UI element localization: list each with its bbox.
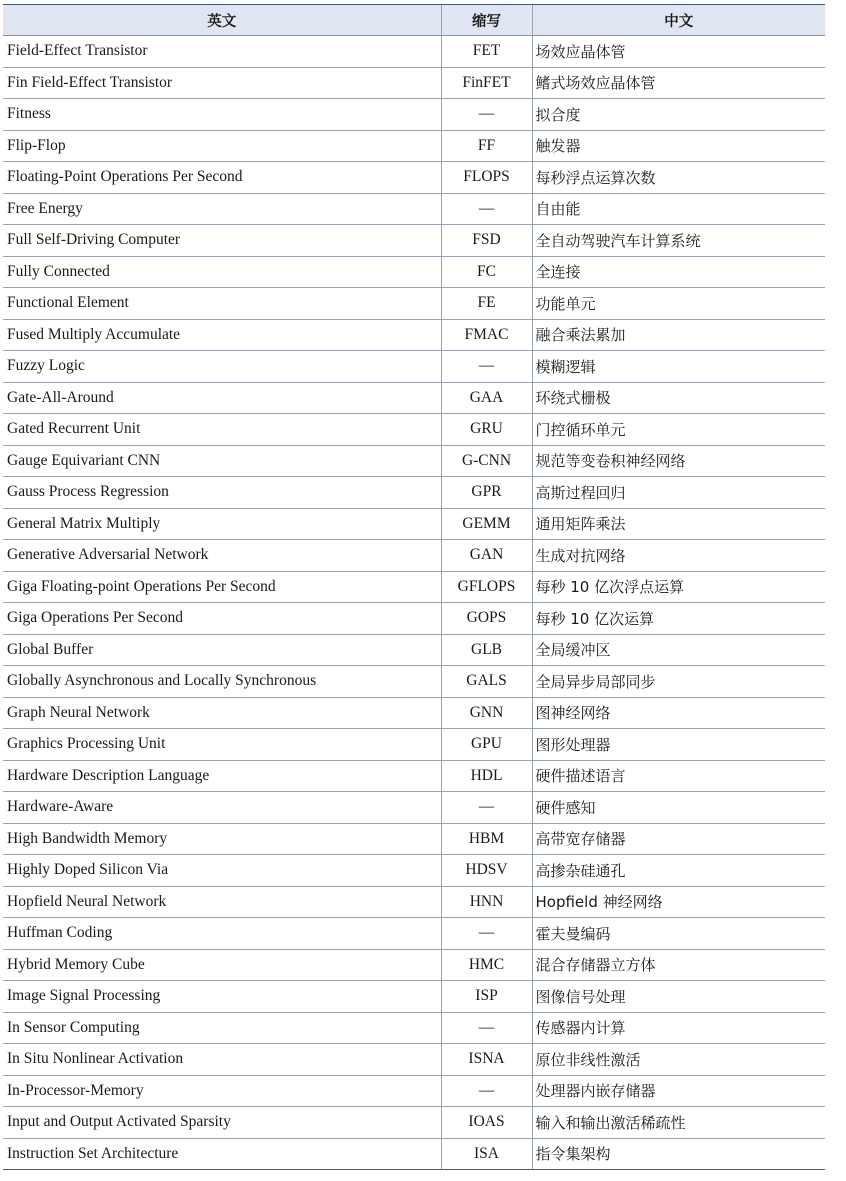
table-row xyxy=(3,319,825,351)
table-row xyxy=(3,256,825,288)
term-english: Flip-Flop xyxy=(3,130,441,162)
term-english: In Sensor Computing xyxy=(3,1012,441,1044)
term-english: Hardware Description Language xyxy=(3,760,441,792)
term-abbr: GPU xyxy=(441,729,532,761)
table-row xyxy=(3,855,825,887)
term-chinese: 每秒浮点运算次数 xyxy=(532,162,825,194)
term-chinese: 混合存储器立方体 xyxy=(532,949,825,981)
term-english: Fin Field-Effect Transistor xyxy=(3,67,441,99)
term-chinese: 全连接 xyxy=(532,256,825,288)
term-abbr: GALS xyxy=(441,666,532,698)
term-english: Fitness xyxy=(3,99,441,131)
term-english: In Situ Nonlinear Activation xyxy=(3,1044,441,1076)
term-abbr: FC xyxy=(441,256,532,288)
table-row xyxy=(3,1075,825,1107)
table-row xyxy=(3,414,825,446)
term-abbr: FinFET xyxy=(441,67,532,99)
term-english: Highly Doped Silicon Via xyxy=(3,855,441,887)
table-row xyxy=(3,99,825,131)
table-row xyxy=(3,603,825,635)
term-abbr: GRU xyxy=(441,414,532,446)
term-abbr: FF xyxy=(441,130,532,162)
term-chinese: 触发器 xyxy=(532,130,825,162)
term-abbr: G-CNN xyxy=(441,445,532,477)
term-abbr: GAN xyxy=(441,540,532,572)
term-abbr: ISP xyxy=(441,981,532,1013)
term-chinese: 图形处理器 xyxy=(532,729,825,761)
term-abbr: — xyxy=(441,792,532,824)
term-chinese: 通用矩阵乘法 xyxy=(532,508,825,540)
table-row xyxy=(3,918,825,950)
term-chinese: 功能单元 xyxy=(532,288,825,320)
table-row xyxy=(3,634,825,666)
term-abbr: GEMM xyxy=(441,508,532,540)
term-abbr: GOPS xyxy=(441,603,532,635)
term-chinese: 处理器内嵌存储器 xyxy=(532,1075,825,1107)
term-chinese: 全局异步局部同步 xyxy=(532,666,825,698)
term-chinese: 环绕式栅极 xyxy=(532,382,825,414)
term-english: Gauss Process Regression xyxy=(3,477,441,509)
term-abbr: GPR xyxy=(441,477,532,509)
table-row xyxy=(3,1138,825,1170)
term-chinese: 规范等变卷积神经网络 xyxy=(532,445,825,477)
table-row xyxy=(3,288,825,320)
term-abbr: FLOPS xyxy=(441,162,532,194)
table-row xyxy=(3,508,825,540)
term-english: Hopfield Neural Network xyxy=(3,886,441,918)
term-chinese: 拟合度 xyxy=(532,99,825,131)
term-abbr: ISNA xyxy=(441,1044,532,1076)
term-abbr: IOAS xyxy=(441,1107,532,1139)
table-body xyxy=(3,36,825,1170)
term-abbr: FET xyxy=(441,36,532,68)
header-row xyxy=(3,5,825,36)
table-row xyxy=(3,445,825,477)
table-row xyxy=(3,67,825,99)
term-abbr: GAA xyxy=(441,382,532,414)
table-row xyxy=(3,540,825,572)
term-chinese: 鳍式场效应晶体管 xyxy=(532,67,825,99)
term-abbr: — xyxy=(441,99,532,131)
term-english: Floating-Point Operations Per Second xyxy=(3,162,441,194)
term-english: Giga Floating-point Operations Per Second xyxy=(3,571,441,603)
table-row xyxy=(3,823,825,855)
term-abbr: ISA xyxy=(441,1138,532,1170)
term-chinese: 硬件描述语言 xyxy=(532,760,825,792)
term-english: Fully Connected xyxy=(3,256,441,288)
term-abbr: GNN xyxy=(441,697,532,729)
term-english: Free Energy xyxy=(3,193,441,225)
term-chinese: 图像信号处理 xyxy=(532,981,825,1013)
term-chinese: 原位非线性激活 xyxy=(532,1044,825,1076)
term-abbr: FSD xyxy=(441,225,532,257)
term-english: Huffman Coding xyxy=(3,918,441,950)
term-abbr: — xyxy=(441,351,532,383)
term-chinese: 全局缓冲区 xyxy=(532,634,825,666)
term-abbr: HBM xyxy=(441,823,532,855)
term-english: Fuzzy Logic xyxy=(3,351,441,383)
term-chinese: 生成对抗网络 xyxy=(532,540,825,572)
table-row xyxy=(3,162,825,194)
term-abbr: GFLOPS xyxy=(441,571,532,603)
header-english: 英文 xyxy=(3,5,441,36)
term-chinese: 全自动驾驶汽车计算系统 xyxy=(532,225,825,257)
term-abbr: HMC xyxy=(441,949,532,981)
term-english: Hardware-Aware xyxy=(3,792,441,824)
term-english: Instruction Set Architecture xyxy=(3,1138,441,1170)
term-english: Graphics Processing Unit xyxy=(3,729,441,761)
header-chinese: 中文 xyxy=(532,5,825,36)
term-chinese: 自由能 xyxy=(532,193,825,225)
term-abbr: GLB xyxy=(441,634,532,666)
term-english: Image Signal Processing xyxy=(3,981,441,1013)
term-abbr: — xyxy=(441,1012,532,1044)
term-abbr: — xyxy=(441,1075,532,1107)
term-english: Hybrid Memory Cube xyxy=(3,949,441,981)
term-english: Giga Operations Per Second xyxy=(3,603,441,635)
table-row xyxy=(3,792,825,824)
term-chinese: 高带宽存储器 xyxy=(532,823,825,855)
term-english: High Bandwidth Memory xyxy=(3,823,441,855)
glossary-table xyxy=(3,4,825,1170)
term-chinese: 传感器内计算 xyxy=(532,1012,825,1044)
table-row xyxy=(3,477,825,509)
term-chinese: 融合乘法累加 xyxy=(532,319,825,351)
table-row xyxy=(3,130,825,162)
term-chinese: 每秒 10 亿次浮点运算 xyxy=(532,571,825,603)
table-row xyxy=(3,981,825,1013)
term-english: Gate-All-Around xyxy=(3,382,441,414)
term-chinese: Hopfield 神经网络 xyxy=(532,886,825,918)
term-abbr: HDSV xyxy=(441,855,532,887)
term-english: Gated Recurrent Unit xyxy=(3,414,441,446)
table-row xyxy=(3,1044,825,1076)
term-english: Global Buffer xyxy=(3,634,441,666)
term-abbr: FMAC xyxy=(441,319,532,351)
term-english: Graph Neural Network xyxy=(3,697,441,729)
table-row xyxy=(3,225,825,257)
term-english: Generative Adversarial Network xyxy=(3,540,441,572)
term-chinese: 每秒 10 亿次运算 xyxy=(532,603,825,635)
table-row xyxy=(3,1107,825,1139)
table-row xyxy=(3,571,825,603)
term-abbr: FE xyxy=(441,288,532,320)
table-row xyxy=(3,697,825,729)
table-row xyxy=(3,1012,825,1044)
term-english: Gauge Equivariant CNN xyxy=(3,445,441,477)
term-english: Globally Asynchronous and Locally Synchronous xyxy=(3,666,441,698)
term-english: Field-Effect Transistor xyxy=(3,36,441,68)
table-row xyxy=(3,729,825,761)
term-abbr: — xyxy=(441,918,532,950)
table-row xyxy=(3,36,825,68)
table-row xyxy=(3,193,825,225)
term-chinese: 高斯过程回归 xyxy=(532,477,825,509)
table-row xyxy=(3,886,825,918)
table-row xyxy=(3,949,825,981)
term-chinese: 场效应晶体管 xyxy=(532,36,825,68)
term-abbr: HNN xyxy=(441,886,532,918)
term-abbr: — xyxy=(441,193,532,225)
header-abbr: 缩写 xyxy=(441,5,532,36)
term-chinese: 高掺杂硅通孔 xyxy=(532,855,825,887)
term-chinese: 硬件感知 xyxy=(532,792,825,824)
term-chinese: 模糊逻辑 xyxy=(532,351,825,383)
term-english: Fused Multiply Accumulate xyxy=(3,319,441,351)
term-chinese: 图神经网络 xyxy=(532,697,825,729)
term-english: Functional Element xyxy=(3,288,441,320)
table-row xyxy=(3,666,825,698)
term-chinese: 输入和输出激活稀疏性 xyxy=(532,1107,825,1139)
term-english: General Matrix Multiply xyxy=(3,508,441,540)
table-row xyxy=(3,760,825,792)
term-english: Full Self-Driving Computer xyxy=(3,225,441,257)
term-english: Input and Output Activated Sparsity xyxy=(3,1107,441,1139)
table-row xyxy=(3,382,825,414)
term-abbr: HDL xyxy=(441,760,532,792)
term-chinese: 霍夫曼编码 xyxy=(532,918,825,950)
term-english: In-Processor-Memory xyxy=(3,1075,441,1107)
term-chinese: 门控循环单元 xyxy=(532,414,825,446)
table-row xyxy=(3,351,825,383)
term-chinese: 指令集架构 xyxy=(532,1138,825,1170)
table-header xyxy=(3,5,825,36)
